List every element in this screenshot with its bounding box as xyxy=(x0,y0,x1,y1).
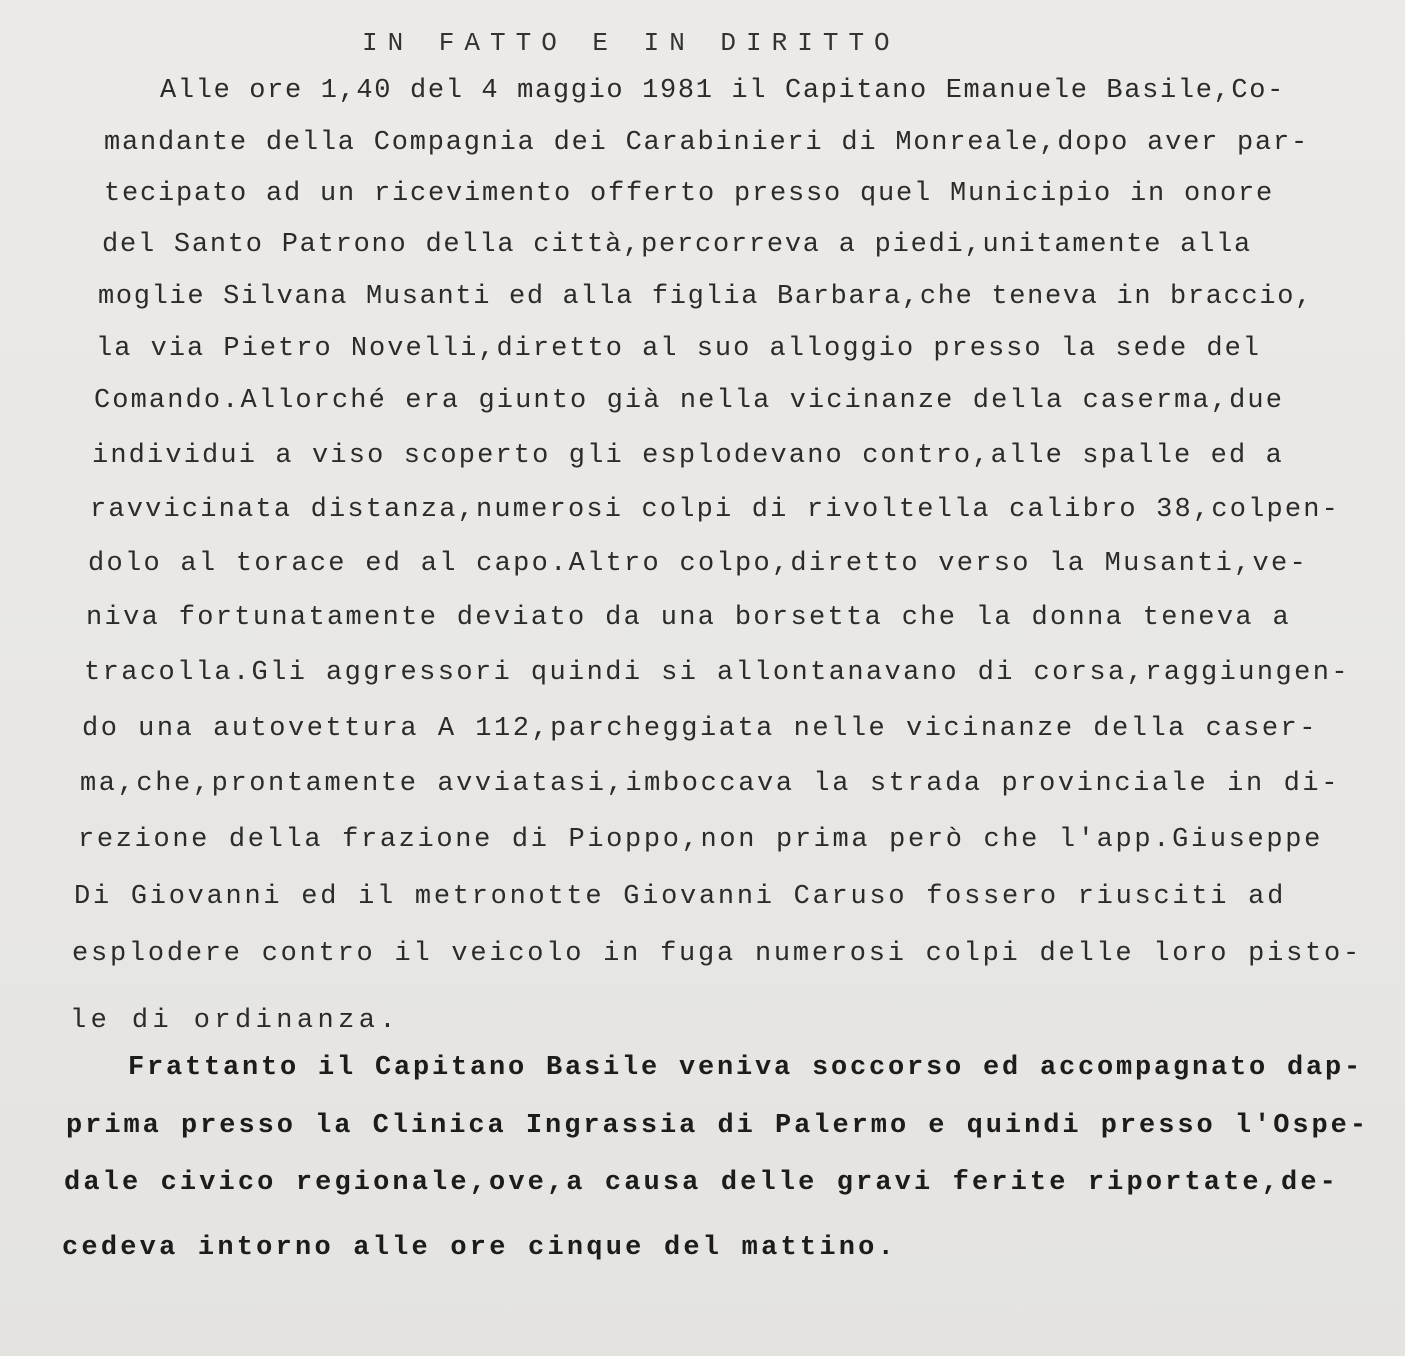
text-line: individui a viso scoperto gli esplodevano contro,alle spalle ed a xyxy=(92,441,1284,471)
text-line: ma,che,prontamente avviatasi,imboccava la strada provinciale in di- xyxy=(80,769,1340,799)
text-line: ravvicinata distanza,numerosi colpi di rivoltella calibro 38,colpen- xyxy=(90,495,1340,525)
text-line: moglie Silvana Musanti ed alla figlia Barbara,che teneva in braccio, xyxy=(98,282,1313,312)
text-line: le di ordinanza. xyxy=(70,1006,400,1036)
text-line: dolo al torace ed al capo.Altro colpo,diretto verso la Musanti,ve- xyxy=(88,549,1308,579)
text-line: Alle ore 1,40 del 4 maggio 1981 il Capitano Emanuele Basile,Co- xyxy=(160,76,1285,106)
text-line: dale civico regionale,ove,a causa delle gravi ferite riportate,de- xyxy=(64,1168,1339,1198)
text-line: prima presso la Clinica Ingrassia di Palermo e quindi presso l'Ospe- xyxy=(66,1111,1369,1141)
text-line: del Santo Patrono della città,percorreva a piedi,unitamente alla xyxy=(102,230,1252,260)
text-line: Comando.Allorché era giunto già nella vicinanze della caserma,due xyxy=(94,386,1284,416)
text-line: esplodere contro il veicolo in fuga numerosi colpi delle loro pisto- xyxy=(72,939,1362,969)
text-line: tracolla.Gli aggressori quindi si allontanavano di corsa,raggiungen- xyxy=(84,658,1350,688)
text-line: niva fortunatamente deviato da una borsetta che la donna teneva a xyxy=(86,603,1291,633)
text-line: tecipato ad un ricevimento offerto presso quel Municipio in onore xyxy=(104,179,1274,209)
text-line: mandante della Compagnia dei Carabinieri di Monreale,dopo aver par- xyxy=(104,128,1309,158)
text-line: do una autovettura A 112,parcheggiata nelle vicinanze della caser- xyxy=(82,714,1318,744)
text-line: Di Giovanni ed il metronotte Giovanni Caruso fossero riusciti ad xyxy=(74,882,1286,912)
text-line: Frattanto il Capitano Basile veniva soccorso ed accompagnato dap- xyxy=(128,1053,1363,1083)
document-title: IN FATTO E IN DIRITTO xyxy=(362,28,900,58)
text-line: rezione della frazione di Pioppo,non prima però che l'app.Giuseppe xyxy=(78,825,1323,855)
text-line: la via Pietro Novelli,diretto al suo alloggio presso la sede del xyxy=(96,334,1261,364)
text-line: cedeva intorno alle ore cinque del mattino. xyxy=(62,1233,897,1263)
